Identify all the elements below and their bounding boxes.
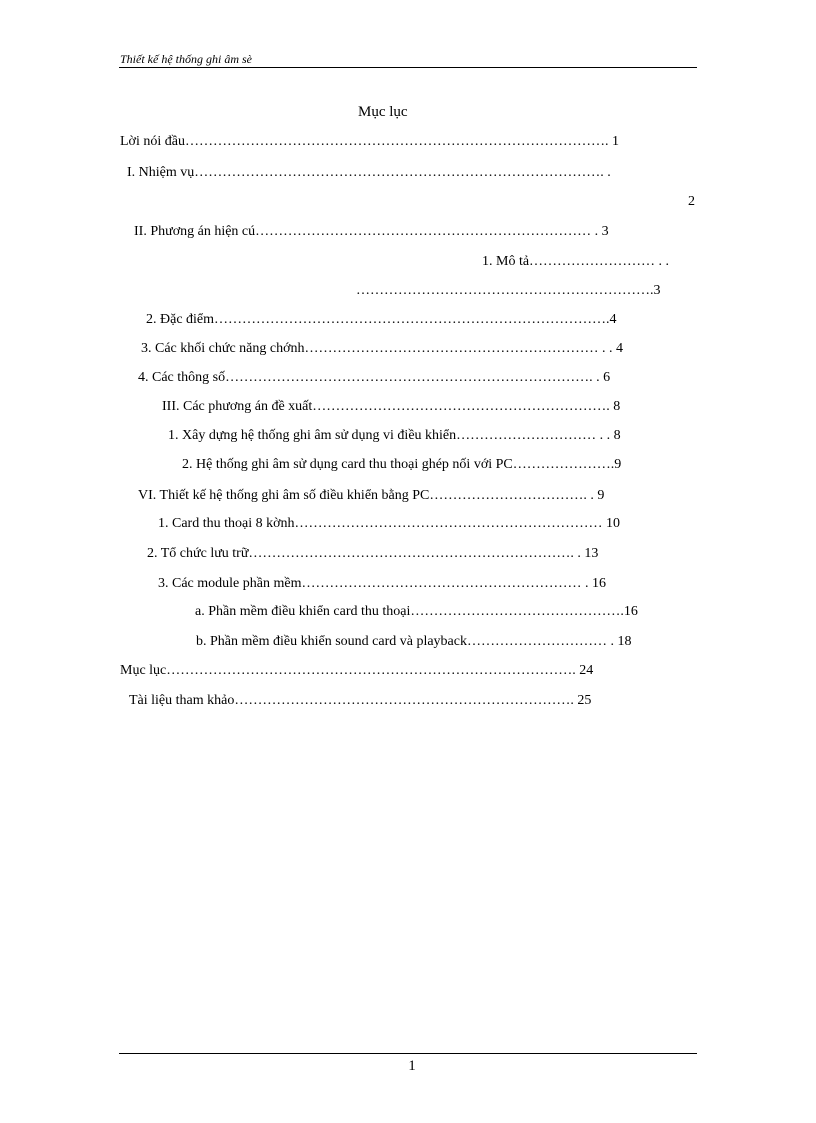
toc-line: 4. Các thông số……………………………………………………………………. . 6 xyxy=(138,370,611,385)
toc-line: Tài liệu tham khảo………………………………………………………………. 25 xyxy=(129,693,592,708)
footer-rule xyxy=(119,1053,697,1054)
toc-line: 1. Mô tả……………………… . . xyxy=(482,254,670,269)
toc-line: 2. Tổ chức lưu trữ……………………………………………………………. . 13 xyxy=(147,546,599,561)
toc-line: b. Phần mềm điều khiển sound card và playback………………………… . 18 xyxy=(196,634,632,649)
toc-line: 3. Các module phần mềm…………………………………………………… . 16 xyxy=(158,576,606,591)
toc-line: ……………………………………………………….3 xyxy=(356,283,661,298)
toc-line: 1. Xây dựng hệ thống ghi âm sử dụng vi điều khiển………………………… . . 8 xyxy=(168,428,621,443)
toc-line: 2. Hệ thống ghi âm sử dụng card thu thoại ghép nối với PC………………….9 xyxy=(182,457,622,472)
toc-line: 2. Đặc điểm………………………………………………………………………….4 xyxy=(146,312,617,327)
running-header: Thiết kế hệ thống ghi âm sè xyxy=(120,52,252,66)
toc-line: a. Phần mềm điều khiển card thu thoại……………………………………….16 xyxy=(195,604,638,619)
toc-line: 1. Card thu thoại 8 kờnh………………………………………………………… 10 xyxy=(158,516,620,531)
toc-line: VI. Thiết kế hệ thống ghi âm số điều khiển bằng PC……………………………. . 9 xyxy=(138,488,605,503)
toc-line: II. Phương án hiện cú……………………………………………………………… . 3 xyxy=(134,224,609,239)
page-number: 1 xyxy=(408,1058,416,1074)
toc-line: Lời nói đầu………………………………………………………………………………. 1 xyxy=(120,134,619,149)
toc-line: Mục lục……………………………………………………………………………. 24 xyxy=(120,663,594,678)
toc-line: 3. Các khối chức năng chớnh……………………………………………………… . . 4 xyxy=(141,341,624,356)
toc-title: Mục lục xyxy=(358,104,408,120)
toc-line: III. Các phương án đề xuất………………………………………………………. 8 xyxy=(162,399,621,414)
header-rule xyxy=(119,67,697,68)
toc-line: I. Nhiệm vụ……………………………………………………………………………. . xyxy=(127,165,611,180)
toc-line: 2 xyxy=(688,194,695,209)
